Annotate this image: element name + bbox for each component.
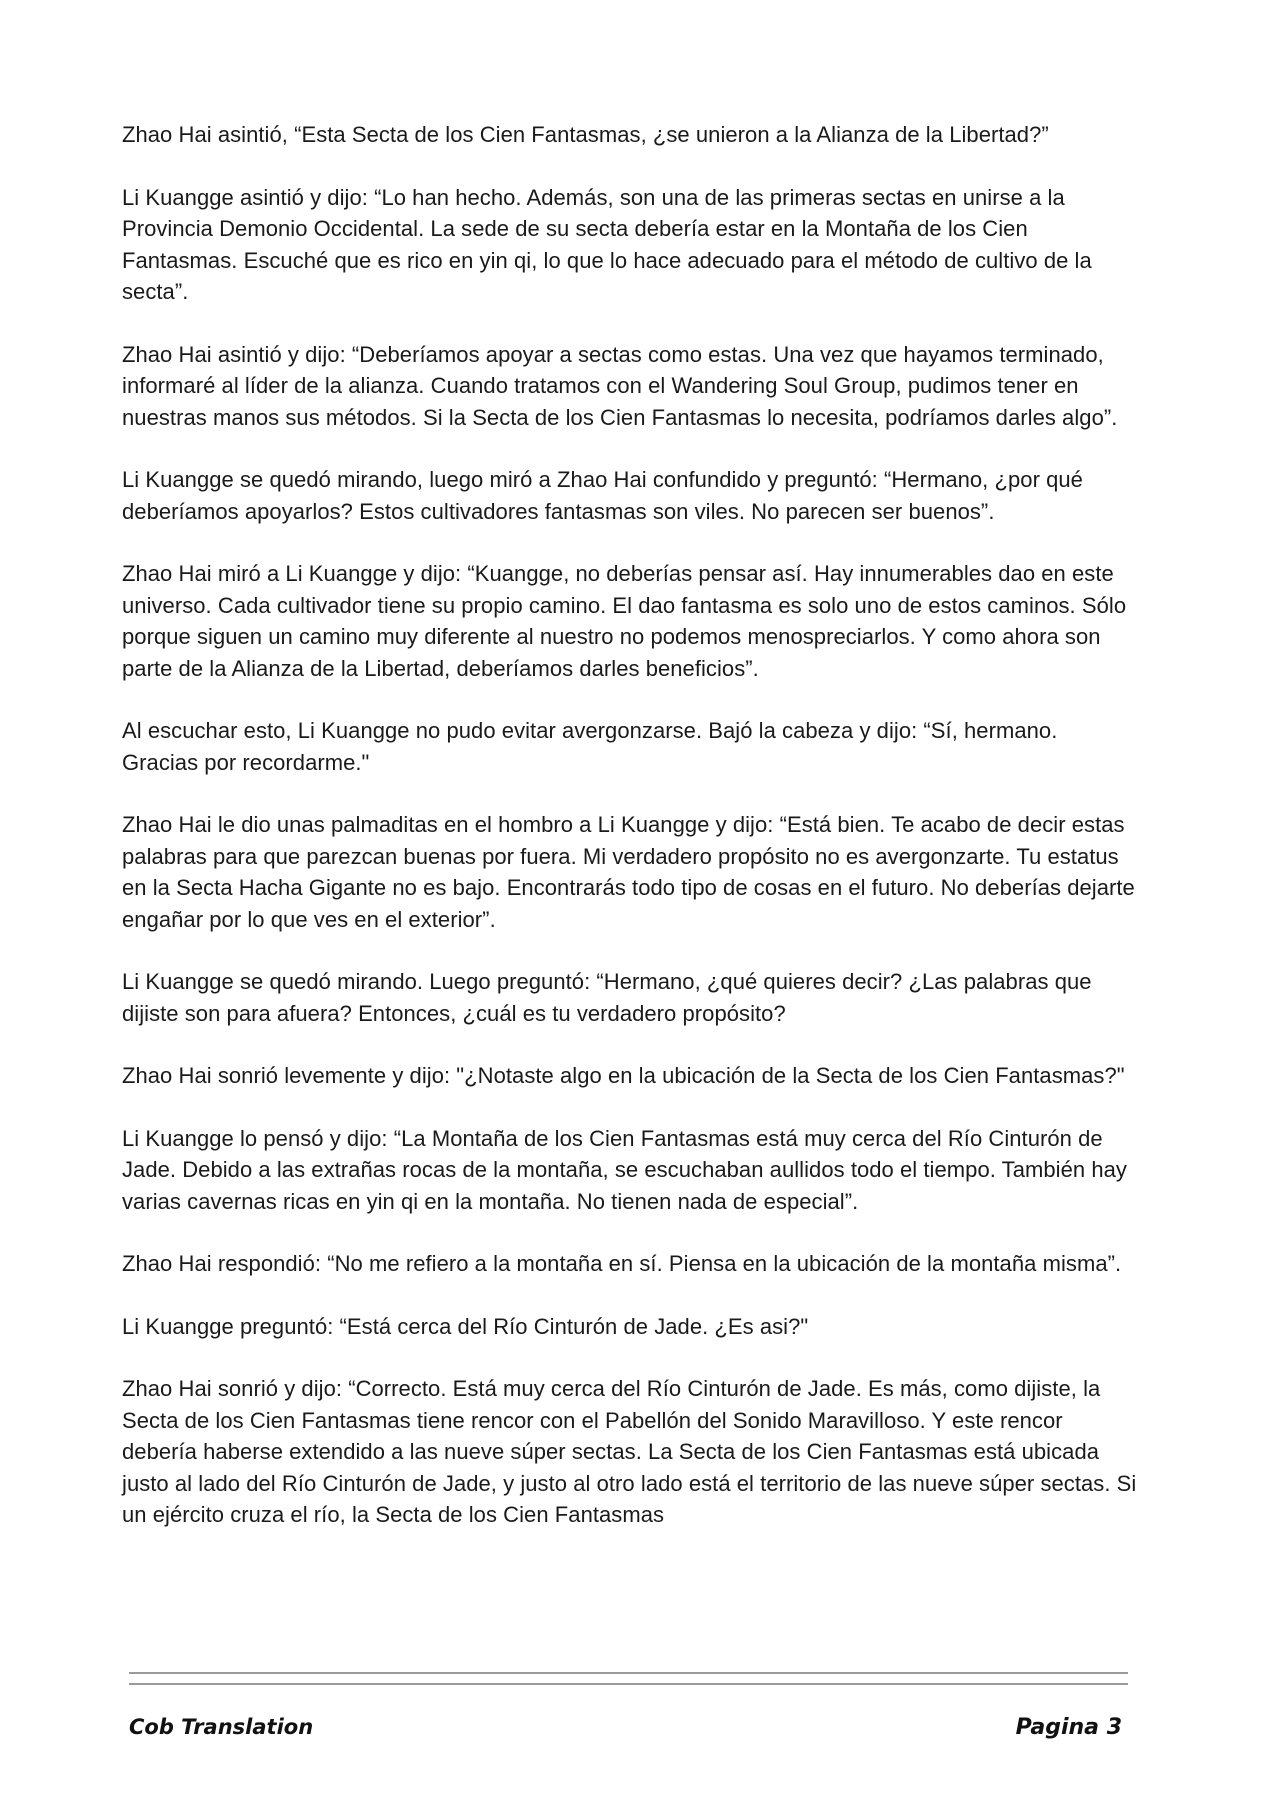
footer-divider-bottom [129,1683,1128,1685]
footer-page-number: Pagina 3 [1015,1715,1122,1740]
paragraph: Li Kuangge asintió y dijo: “Lo han hecho. Además, son una de las primeras sectas en unirse a la Provincia Demonio Occidental. La sede de su secta debería estar en la Montaña de los Cien Fantasmas. Escuché que es rico en yin qi, lo que lo hace adecuado para el método de cultivo de la secta”. [122,184,1092,304]
paragraph: Zhao Hai sonrió levemente y dijo: "¿Notaste algo en la ubicación de la Secta de los Cien Fantasmas?" [122,1063,1125,1088]
paragraph: Zhao Hai asintió y dijo: “Deberíamos apoyar a sectas como estas. Una vez que hayamos terminado, informaré al líder de la alianza. Cuando tratamos con el Wandering Soul Group, pudimos tener en nuestras manos sus métodos. Si la Secta de los Cien Fantasmas lo necesita, podríamos darles algo”. [122,341,1118,430]
paragraph: Zhao Hai miró a Li Kuangge y dijo: “Kuangge, no deberías pensar así. Hay innumerables dao en este universo. Cada cultivador tiene su propio camino. El dao fantasma es solo uno de estos caminos. Sólo porque siguen un camino muy diferente al nuestro no podemos menospreciarlos. Y como ahora son parte de la Alianza de la Libertad, deberíamos darles beneficios”. [122,561,1127,681]
paragraph: Li Kuangge lo pensó y dijo: “La Montaña de los Cien Fantasmas está muy cerca del Río Cinturón de Jade. Debido a las extrañas rocas de la montaña, se escuchaban aullidos todo el tiempo. También hay varias cavernas ricas en yin qi en la montaña. No tienen nada de especial”. [122,1125,1127,1214]
paragraph: Li Kuangge preguntó: “Está cerca del Río Cinturón de Jade. ¿Es asi?" [122,1313,809,1339]
paragraph: Zhao Hai le dio unas palmaditas en el hombro a Li Kuangge y dijo: “Está bien. Te acabo de decir estas palabras para que parezcan buenas por fuera. Mi verdadero propósito no es avergonzarte. Tu estatus en la Secta Hacha Gigante no es bajo. Encontrarás todo tipo de cosas en el futuro. No deberías dejarte engañar por lo que ves en el exterior”. [122,812,1135,932]
paragraph: Zhao Hai respondió: “No me refiero a la montaña en sí. Piensa en la ubicación de la montaña misma”. [122,1251,1122,1276]
footer-translator-label: Cob Translation [129,1715,314,1739]
body-text [122,119,1138,1562]
paragraph: Li Kuangge se quedó mirando. Luego preguntó: “Hermano, ¿qué quieres decir? ¿Las palabras que dijiste son para afuera? Entonces, ¿cuál es tu verdadero propósito? [122,969,1092,1026]
paragraph: Zhao Hai sonrió y dijo: “Correcto. Está muy cerca del Río Cinturón de Jade. Es más, como dijiste, la Secta de los Cien Fantasmas tiene rencor con el Pabellón del Sonido Maravilloso. Y este rencor debería haberse extendido a las nueve súper sectas. La Secta de los Cien Fantasmas está ubicada justo al lado del Río Cinturón de Jade, y justo al otro lado está el territorio de las nueve súper sectas. Si un ejército cruza el río, la Secta de los Cien Fantasmas [122,1376,1137,1527]
paragraph: Al escuchar esto, Li Kuangge no pudo evitar avergonzarse. Bajó la cabeza y dijo: “Sí, hermano. Gracias por recordarme." [122,718,1058,775]
footer-divider-top [129,1672,1128,1674]
paragraph: Li Kuangge se quedó mirando, luego miró a Zhao Hai confundido y preguntó: “Hermano, ¿por qué deberíamos apoyarlos? Estos cultivadores fantasmas son viles. No parecen ser buenos”. [122,467,1083,524]
paragraph: Zhao Hai asintió, “Esta Secta de los Cien Fantasmas, ¿se unieron a la Alianza de la Libertad?” [122,122,1049,147]
